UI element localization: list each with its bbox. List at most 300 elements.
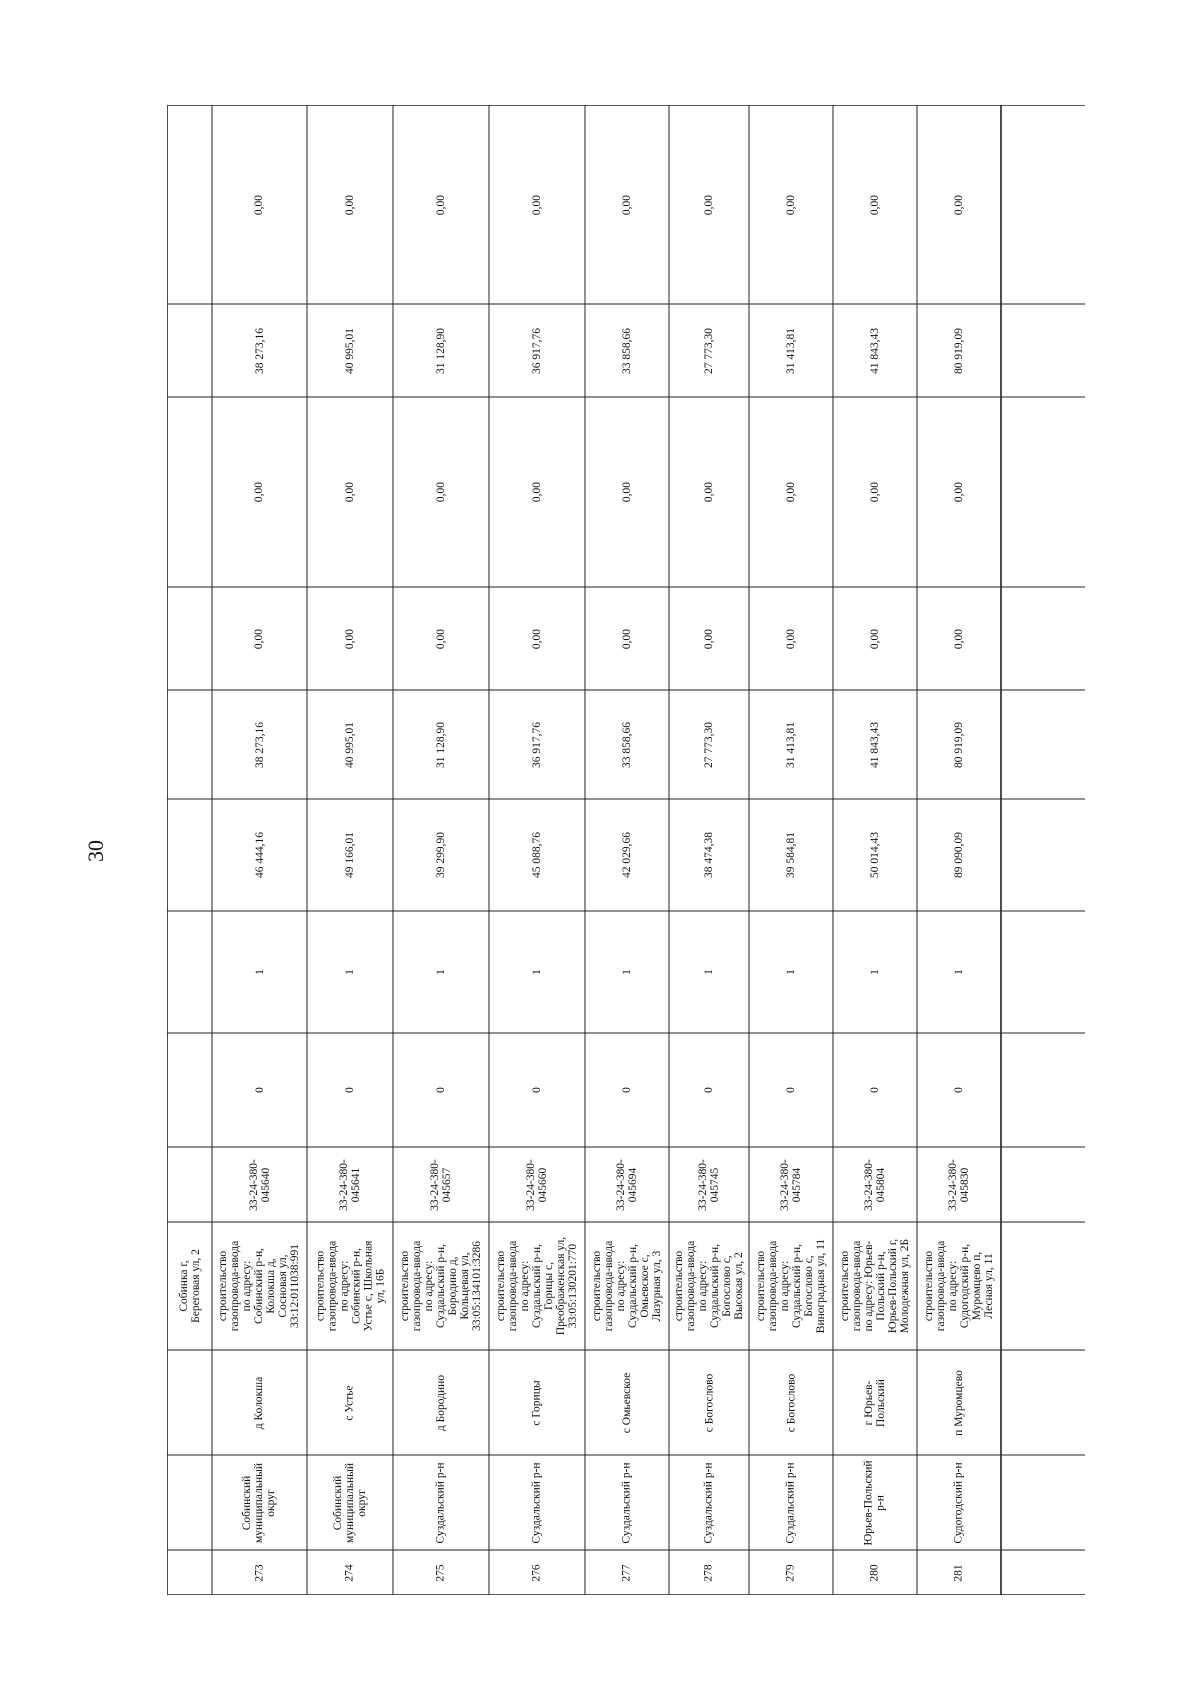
amount-cell <box>917 690 1001 799</box>
count-one-cell <box>669 911 749 1033</box>
amount-cell-text: 27 773,30 <box>703 721 715 768</box>
description-cell-text <box>399 1241 483 1331</box>
description-cell-line: газопровода-ввода <box>229 1240 242 1332</box>
code-cell-text <box>615 1159 639 1211</box>
row-number-text: 277 <box>621 1563 633 1582</box>
amount-repeat-cell <box>489 304 585 397</box>
count-zero-cell-text: 0 <box>253 1087 266 1093</box>
description-cell-line: Собинский р-н, <box>350 1247 363 1325</box>
description-cell <box>917 1222 1001 1350</box>
district-cell-text <box>621 1462 633 1543</box>
amount-repeat-cell-text: 31 413,81 <box>785 327 797 374</box>
row-number <box>585 1550 669 1595</box>
description-cell-line: газопровода-ввода <box>326 1240 339 1332</box>
code-cell-line: 045804 <box>875 1167 887 1202</box>
zero-value-cell <box>833 105 917 304</box>
total-cost-cell-text: 38 474,38 <box>703 832 715 878</box>
zero-value-cell-text: 0,00 <box>785 194 797 215</box>
description-cell-line: строительство <box>839 1250 851 1322</box>
count-one-cell-text: 1 <box>344 969 356 975</box>
amount-repeat-cell <box>212 304 307 397</box>
total-cost-cell-text: 50 014,43 <box>869 832 881 878</box>
count-one-cell-text: 1 <box>785 969 797 975</box>
code-cell-line: 33-24-380- <box>863 1158 875 1211</box>
zero-value-cell <box>917 105 1001 304</box>
code-cell-line: 045694 <box>627 1167 639 1202</box>
description-cell-text <box>673 1241 745 1331</box>
zero-value-cell-text: 0,00 <box>253 194 266 215</box>
description-cell-line: Лесная ул, 11 <box>983 1253 996 1319</box>
district-cell-text <box>531 1462 543 1543</box>
zero-value-cell-text: 0,00 <box>435 628 447 649</box>
description-cell-text <box>923 1241 995 1331</box>
zero-value-cell <box>307 587 393 690</box>
zero-value-cell <box>212 587 307 690</box>
amount-cell-text: 36 917,76 <box>531 721 543 768</box>
count-zero-cell <box>212 1033 307 1147</box>
district-cell-text <box>435 1462 447 1543</box>
district-cell-text <box>863 1460 887 1545</box>
count-zero-cell <box>917 1033 1001 1147</box>
settlement-cell-line: с Омьевское <box>621 1372 633 1433</box>
amount-repeat-cell-text: 27 773,30 <box>703 327 715 374</box>
settlement-cell <box>833 1350 917 1455</box>
code-cell <box>212 1147 307 1222</box>
row-number <box>669 1550 749 1595</box>
code-cell-text <box>863 1159 887 1211</box>
count-zero-cell <box>669 1033 749 1147</box>
district-cell-line: Судогодский р-н <box>952 1461 965 1544</box>
description-cell-text <box>591 1241 663 1331</box>
count-zero-cell <box>489 1033 585 1147</box>
district-cell-text <box>953 1462 965 1543</box>
count-zero-cell-text: 0 <box>435 1087 447 1093</box>
total-cost-cell-text: 42 029,66 <box>621 832 633 878</box>
amount-cell <box>749 690 833 799</box>
zero-value-cell-text: 0,00 <box>531 628 543 649</box>
row-number-text: 280 <box>869 1563 881 1582</box>
description-cell-line: по адресу: Юрьев- <box>863 1240 875 1332</box>
description-cell-line: строительство <box>755 1250 768 1322</box>
zero-value-cell-text: 0,00 <box>953 194 965 215</box>
settlement-cell <box>307 1350 393 1455</box>
settlement-cell <box>585 1350 669 1455</box>
description-cell-line: ул, 16Б <box>374 1268 387 1304</box>
total-cost-cell <box>393 799 489 911</box>
settlement-cell-text <box>953 1370 965 1436</box>
amount-repeat-cell <box>307 304 393 397</box>
count-one-cell-text: 1 <box>253 969 266 975</box>
description-cell-line: газопровода-ввода <box>507 1240 519 1332</box>
row-number <box>749 1550 833 1595</box>
settlement-cell-line: с Богослово <box>703 1373 715 1432</box>
amount-repeat-cell <box>749 304 833 397</box>
description-cell <box>585 1222 669 1350</box>
description-cell-line: 33:12:011038:991 <box>289 1244 302 1328</box>
zero-value-cell-text: 0,00 <box>869 628 881 649</box>
count-one-cell <box>833 911 917 1033</box>
zero-value-cell <box>669 397 749 587</box>
amount-cell <box>585 690 669 799</box>
row-number-text: 274 <box>344 1563 356 1582</box>
amount-repeat-cell-text: 38 273,16 <box>253 327 266 374</box>
total-cost-cell-text: 46 444,16 <box>253 832 266 878</box>
description-cell-line: газопровода-ввода <box>935 1240 948 1332</box>
description-cell-line: Богослово с, <box>721 1255 734 1317</box>
row-number <box>489 1550 585 1595</box>
zero-value-cell <box>307 105 393 304</box>
description-cell-line: Суздальский р-н, <box>791 1244 804 1329</box>
description-cell <box>489 1222 585 1350</box>
description-cell-line: газопровода-ввода <box>851 1240 863 1332</box>
total-cost-cell <box>585 799 669 911</box>
code-cell-text <box>779 1159 803 1211</box>
code-cell-text <box>947 1159 971 1211</box>
count-one-cell <box>489 911 585 1033</box>
code-cell-line: 045830 <box>959 1167 971 1202</box>
code-cell-text <box>697 1159 721 1211</box>
description-cell <box>833 1222 917 1350</box>
code-cell <box>393 1147 489 1222</box>
amount-repeat-cell <box>669 304 749 397</box>
row-number <box>393 1550 489 1595</box>
zero-value-cell-text: 0,00 <box>621 628 633 649</box>
count-one-cell-text: 1 <box>869 969 881 975</box>
settlement-cell-text <box>863 1379 887 1427</box>
count-zero-cell-text: 0 <box>953 1087 965 1093</box>
code-cell-line: 33-24-380- <box>247 1158 260 1211</box>
code-cell-line: 045745 <box>709 1167 721 1202</box>
count-zero-cell <box>585 1033 669 1147</box>
district-cell <box>669 1455 749 1550</box>
description-cell-line: Бородино д, <box>446 1256 459 1316</box>
district-cell-text <box>332 1462 368 1542</box>
district-cell <box>585 1455 669 1550</box>
amount-cell-text: 33 858,66 <box>621 721 633 768</box>
code-cell <box>307 1147 393 1222</box>
description-cell <box>393 1222 489 1350</box>
zero-value-cell-text: 0,00 <box>869 194 881 215</box>
district-cell-text <box>703 1462 715 1543</box>
address-continuation-line: Собинка г, <box>177 1260 190 1312</box>
description-cell-line: строительство <box>495 1250 507 1322</box>
district-cell-line: р-н <box>875 1494 888 1511</box>
district-cell-line: Суздальский р-н <box>531 1461 543 1544</box>
district-cell-line: Суздальский р-н <box>435 1461 447 1544</box>
count-one-cell-text: 1 <box>621 969 633 975</box>
code-cell-line: 33-24-380- <box>429 1158 441 1211</box>
settlement-cell-line: п Муромцево <box>952 1369 965 1436</box>
count-zero-cell <box>833 1033 917 1147</box>
row-number-text: 281 <box>953 1563 965 1582</box>
amount-repeat-cell <box>585 304 669 397</box>
code-cell <box>833 1147 917 1222</box>
total-cost-cell <box>307 799 393 911</box>
count-zero-cell <box>307 1033 393 1147</box>
count-one-cell-text: 1 <box>435 969 447 975</box>
settlement-cell-line: г Юрьев- <box>862 1380 875 1425</box>
code-cell-text <box>338 1159 362 1211</box>
amount-cell-text: 38 273,16 <box>253 721 266 768</box>
description-cell-line: по адресу: <box>241 1260 254 1312</box>
code-cell-line: 045657 <box>441 1167 453 1202</box>
zero-value-cell-text: 0,00 <box>253 628 266 649</box>
row-number-text: 273 <box>253 1563 266 1582</box>
settlement-cell-text <box>531 1380 543 1425</box>
amount-repeat-cell <box>917 304 1001 397</box>
district-cell-line: Юрьев-Польский <box>863 1459 876 1546</box>
description-cell-line: Юрьев-Польский г, <box>887 1238 899 1334</box>
description-cell-line: по адресу: <box>779 1260 792 1312</box>
settlement-cell-text <box>785 1373 797 1432</box>
amount-cell-text: 40 995,01 <box>344 721 356 768</box>
zero-value-cell-text: 0,00 <box>953 628 965 649</box>
settlement-cell <box>489 1350 585 1455</box>
code-cell-line: 045660 <box>537 1167 549 1202</box>
code-cell-line: 045640 <box>259 1167 272 1202</box>
code-cell-line: 33-24-380- <box>697 1158 709 1211</box>
description-cell-line: газопровода-ввода <box>685 1240 698 1332</box>
zero-value-cell-text: 0,00 <box>531 481 543 503</box>
description-cell-line: Молодежная ул, 2Б <box>899 1238 911 1334</box>
description-cell-line: газопровода-ввода <box>603 1240 616 1332</box>
district-cell-line: муниципальный <box>253 1462 266 1543</box>
zero-value-cell <box>393 397 489 587</box>
settlement-cell <box>212 1350 307 1455</box>
description-cell-line: Преображенская ул, <box>555 1236 567 1336</box>
description-cell-line: Суздальский р-н, <box>434 1244 447 1329</box>
zero-value-cell-text: 0,00 <box>703 628 715 649</box>
district-cell <box>917 1455 1001 1550</box>
count-zero-cell-text: 0 <box>703 1087 715 1093</box>
zero-value-cell-text: 0,00 <box>435 194 447 215</box>
count-zero-cell <box>749 1033 833 1147</box>
amount-repeat-cell-text: 41 843,43 <box>869 327 881 374</box>
code-cell-line: 33-24-380- <box>947 1158 959 1211</box>
zero-value-cell-text: 0,00 <box>253 481 266 503</box>
total-cost-cell-text: 49 166,01 <box>344 832 356 878</box>
total-cost-cell-text: 89 090,09 <box>953 832 965 878</box>
total-cost-cell <box>749 799 833 911</box>
code-cell-line: 045641 <box>350 1167 362 1202</box>
zero-value-cell <box>489 105 585 304</box>
description-cell-line: Муромцево п, <box>971 1251 984 1321</box>
description-cell-line: Сосновая ул, <box>277 1254 290 1318</box>
total-cost-cell-text: 45 088,76 <box>531 832 543 878</box>
code-cell-text <box>525 1159 549 1211</box>
description-cell-line: Собинский р-н, <box>253 1247 266 1325</box>
amount-cell <box>307 690 393 799</box>
count-one-cell <box>212 911 307 1033</box>
settlement-cell-line: с Устье <box>344 1384 356 1421</box>
amount-repeat-cell-text: 31 128,90 <box>435 327 447 374</box>
total-cost-cell <box>669 799 749 911</box>
description-cell-line: строительство <box>673 1250 686 1322</box>
settlement-cell-line: д Бородино <box>434 1374 447 1431</box>
description-cell-line: Виноградная ул, 11 <box>815 1238 828 1334</box>
total-cost-cell <box>489 799 585 911</box>
zero-value-cell <box>917 587 1001 690</box>
district-cell-text <box>785 1462 797 1543</box>
code-cell-line: 33-24-380- <box>779 1158 791 1211</box>
row-number-text: 278 <box>703 1563 715 1582</box>
district-cell-text <box>242 1462 278 1542</box>
count-one-cell <box>585 911 669 1033</box>
district-cell <box>307 1455 393 1550</box>
settlement-cell-text <box>621 1372 633 1432</box>
description-cell-line: строительство <box>398 1250 411 1322</box>
zero-value-cell <box>212 105 307 304</box>
district-cell <box>749 1455 833 1550</box>
description-cell-line: Суздальский р-н, <box>709 1244 722 1329</box>
zero-value-cell-text: 0,00 <box>344 628 356 649</box>
row-number-text: 275 <box>435 1563 447 1582</box>
amount-cell <box>393 690 489 799</box>
page-number: 30 <box>83 840 108 862</box>
description-cell <box>669 1222 749 1350</box>
zero-value-cell-text: 0,00 <box>344 194 356 215</box>
district-cell <box>212 1455 307 1550</box>
count-one-cell-text: 1 <box>531 969 543 975</box>
settlement-cell-text <box>254 1376 266 1428</box>
zero-value-cell <box>585 587 669 690</box>
zero-value-cell <box>917 397 1001 587</box>
description-cell-line: по адресу: <box>338 1260 351 1312</box>
description-cell-line: Омьевское с, <box>639 1254 652 1318</box>
count-one-cell <box>917 911 1001 1033</box>
address-continuation-text <box>178 1249 202 1323</box>
zero-value-cell-text: 0,00 <box>531 194 543 215</box>
code-cell-line: 33-24-380- <box>615 1158 627 1211</box>
count-one-cell-text: 1 <box>953 969 965 975</box>
zero-value-cell <box>749 105 833 304</box>
district-cell <box>833 1455 917 1550</box>
district-cell-line: округ <box>265 1488 278 1517</box>
zero-value-cell <box>393 587 489 690</box>
district-cell <box>489 1455 585 1550</box>
count-one-cell <box>749 911 833 1033</box>
settlement-cell <box>393 1350 489 1455</box>
code-cell <box>489 1147 585 1222</box>
zero-value-cell <box>749 587 833 690</box>
total-cost-cell <box>917 799 1001 911</box>
description-cell-text <box>314 1241 386 1332</box>
description-cell-text <box>217 1241 301 1331</box>
description-cell-line: Богослово с, <box>803 1255 816 1317</box>
zero-value-cell <box>669 587 749 690</box>
settlement-cell-line: Польский <box>874 1378 887 1427</box>
amount-repeat-cell-text: 40 995,01 <box>344 327 356 374</box>
district-cell-line: Собинский <box>241 1475 254 1530</box>
description-cell-text <box>839 1239 911 1333</box>
description-cell <box>212 1222 307 1350</box>
description-cell-line: по адресу: <box>519 1260 531 1312</box>
settlement-cell-text <box>435 1374 447 1430</box>
description-cell-line: Высокая ул, 2 <box>733 1252 746 1320</box>
count-zero-cell-text: 0 <box>621 1087 633 1093</box>
description-cell-text <box>495 1237 579 1335</box>
code-cell <box>749 1147 833 1222</box>
description-cell-line: Устье с, Школьная <box>362 1240 375 1332</box>
row-number <box>212 1550 307 1595</box>
zero-value-cell-text: 0,00 <box>344 481 356 503</box>
description-cell-line: по адресу: <box>697 1260 710 1312</box>
amount-repeat-cell <box>393 304 489 397</box>
description-cell-line: Судогодский р-н, <box>959 1243 972 1329</box>
zero-value-cell <box>749 397 833 587</box>
settlement-cell-text <box>344 1385 356 1420</box>
settlement-cell <box>917 1350 1001 1455</box>
zero-value-cell <box>585 105 669 304</box>
description-cell-line: строительство <box>923 1250 936 1322</box>
description-cell-line: 33:05:134101:3286 <box>470 1240 483 1332</box>
zero-value-cell-text: 0,00 <box>703 481 715 503</box>
amount-cell-text: 31 128,90 <box>435 721 447 768</box>
amount-cell <box>489 690 585 799</box>
amount-repeat-cell <box>833 304 917 397</box>
data-table <box>167 105 1085 1595</box>
settlement-cell-line: с Горицы <box>531 1379 543 1426</box>
zero-value-cell <box>393 105 489 304</box>
description-cell-line: Суздальский р-н, <box>531 1244 543 1328</box>
zero-value-cell <box>489 397 585 587</box>
description-cell-line: строительство <box>591 1250 604 1322</box>
district-cell <box>393 1455 489 1550</box>
zero-value-cell-text: 0,00 <box>621 481 633 503</box>
zero-value-cell-text: 0,00 <box>435 481 447 503</box>
count-zero-cell <box>393 1033 489 1147</box>
count-zero-cell-text: 0 <box>344 1087 356 1093</box>
row-number <box>833 1550 917 1595</box>
amount-cell-text: 80 919,09 <box>953 721 965 768</box>
row-number <box>307 1550 393 1595</box>
amount-repeat-cell-text: 36 917,76 <box>531 327 543 374</box>
total-cost-cell <box>212 799 307 911</box>
zero-value-cell-text: 0,00 <box>785 481 797 503</box>
count-one-cell <box>393 911 489 1033</box>
code-cell-line: 045784 <box>791 1167 803 1202</box>
address-continuation-line: Береговая ул, 2 <box>189 1249 202 1323</box>
description-cell-line: Польский р-н, <box>875 1251 887 1321</box>
code-cell-line: 33-24-380- <box>338 1158 350 1211</box>
count-one-cell <box>307 911 393 1033</box>
description-cell-line: Лазурная ул, 3 <box>651 1250 664 1322</box>
description-cell-line: по адресу: <box>422 1260 435 1312</box>
amount-cell <box>212 690 307 799</box>
description-cell-line: 33:05:130201:770 <box>567 1243 579 1329</box>
zero-value-cell-text: 0,00 <box>621 194 633 215</box>
code-cell <box>917 1147 1001 1222</box>
zero-value-cell-text: 0,00 <box>869 481 881 503</box>
count-zero-cell-text: 0 <box>785 1087 797 1093</box>
count-zero-cell-text: 0 <box>531 1087 543 1093</box>
row-number <box>917 1550 1001 1595</box>
settlement-cell-line: д Колокша <box>253 1376 266 1429</box>
description-cell-line: строительство <box>314 1250 327 1322</box>
district-cell-line: Суздальский р-н <box>621 1461 633 1544</box>
code-cell-text <box>248 1159 272 1211</box>
description-cell-line: Суздальский р-н, <box>627 1244 640 1329</box>
district-cell-line: округ <box>356 1488 368 1517</box>
code-cell-line: 33-24-380- <box>525 1158 537 1211</box>
row-number-text: 276 <box>531 1563 543 1582</box>
zero-value-cell <box>833 397 917 587</box>
amount-cell-text: 31 413,81 <box>785 721 797 768</box>
code-cell-text <box>429 1159 453 1211</box>
description-cell-line: газопровода-ввода <box>410 1240 423 1332</box>
district-cell-line: Собинский <box>332 1475 344 1530</box>
amount-cell-text: 41 843,43 <box>869 721 881 768</box>
